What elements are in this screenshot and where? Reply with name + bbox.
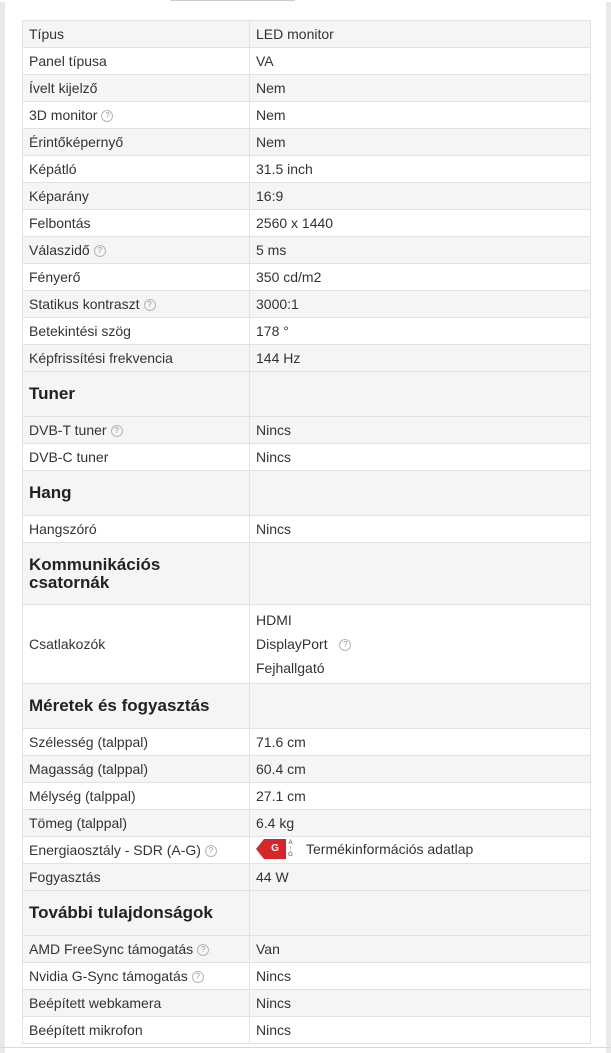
spec-key-cell [23, 963, 250, 990]
spec-key: Beépített mikrofon [23, 1017, 250, 1044]
spec-key: Nvidia G-Sync támogatás [29, 968, 188, 984]
spec-row [23, 963, 591, 990]
spec-key: Panel típusa [23, 48, 250, 75]
spec-key: Mélység (talppal) [23, 783, 250, 810]
spec-key: Tömeg (talppal) [23, 810, 250, 837]
spec-key: AMD FreeSync támogatás [29, 941, 194, 957]
spec-value: Nincs [250, 963, 591, 990]
section-empty-cell [250, 471, 591, 516]
spec-key: Fényerő [23, 264, 250, 291]
tab-underline [170, 0, 295, 1]
spec-value: Nem [250, 129, 591, 156]
spec-row [23, 264, 591, 291]
section-empty-cell [250, 372, 591, 417]
spec-key: Képarány [23, 183, 250, 210]
section-title-cell [23, 543, 250, 605]
spec-value: Nincs [250, 444, 591, 471]
energy-label [256, 839, 473, 859]
spec-value: Nem [250, 75, 591, 102]
spec-key: Beépített webkamera [23, 990, 250, 1017]
section-title: Hang [23, 471, 250, 516]
spec-row [23, 1017, 591, 1044]
spec-row [23, 318, 591, 345]
spec-key: Csatlakozók [23, 605, 250, 684]
spec-key: Fogyasztás [23, 864, 250, 891]
energy-class-badge[interactable] [256, 839, 294, 859]
spec-key-cell [23, 936, 250, 963]
spec-key: DVB-T tuner [29, 422, 107, 438]
section-title: Tuner [23, 372, 250, 417]
section-header-row [23, 891, 591, 936]
connector-item: HDMI [256, 612, 292, 628]
spec-value: 60.4 cm [250, 756, 591, 783]
spec-key: Típus [23, 21, 250, 48]
section-header-row [23, 471, 591, 516]
spec-value: Nincs [250, 990, 591, 1017]
spec-row [23, 48, 591, 75]
spec-key: Válaszidő [29, 242, 90, 258]
spec-value: Van [250, 936, 591, 963]
help-icon[interactable]: ? [144, 299, 156, 311]
energy-arrow-icon [256, 839, 264, 859]
spec-key: Energiaosztály - SDR (A-G) [29, 842, 201, 858]
product-info-link[interactable]: Termékinformációs adatlap [306, 840, 474, 857]
spec-value: 3000:1 [250, 291, 591, 318]
spec-value: Nincs [250, 516, 591, 543]
spec-value: 16:9 [250, 183, 591, 210]
spec-key: Szélesség (talppal) [23, 729, 250, 756]
help-icon[interactable]: ? [94, 245, 106, 257]
spec-row [23, 102, 591, 129]
spec-row [23, 129, 591, 156]
energy-class-letter: G [264, 839, 286, 859]
spec-row [23, 810, 591, 837]
spec-row [23, 21, 591, 48]
connector-item: Fejhallgató [256, 660, 325, 676]
spec-row [23, 183, 591, 210]
spec-value: Nem [250, 102, 591, 129]
section-title-line: Kommunikációs [29, 554, 161, 574]
spec-value: 5 ms [250, 237, 591, 264]
help-icon[interactable]: ? [111, 425, 123, 437]
spec-value: VA [250, 48, 591, 75]
energy-scale-bottom: G [288, 851, 293, 858]
help-icon[interactable]: ? [192, 971, 204, 983]
connector-item: DisplayPort [256, 636, 328, 652]
spec-key: Érintőképernyő [23, 129, 250, 156]
energy-scale-top: A [288, 839, 293, 846]
spec-key-cell [23, 291, 250, 318]
section-header-row [23, 543, 591, 605]
section-title: További tulajdonságok [23, 891, 250, 936]
spec-row [23, 291, 591, 318]
spec-key: DVB-C tuner [23, 444, 250, 471]
spec-key-cell [23, 102, 250, 129]
left-page-edge [0, 0, 5, 1053]
spec-value: 178 ° [250, 318, 591, 345]
spec-key-cell [23, 417, 250, 444]
spec-row [23, 444, 591, 471]
right-page-edge [606, 0, 611, 1053]
spec-row [23, 156, 591, 183]
spec-value-list [250, 605, 591, 684]
spec-key-cell [23, 837, 250, 864]
spec-table [22, 20, 591, 1044]
spec-row [23, 75, 591, 102]
energy-value-cell [250, 837, 591, 864]
spec-row [23, 864, 591, 891]
section-title: Méretek és fogyasztás [23, 684, 250, 729]
spec-row [23, 936, 591, 963]
spec-row [23, 237, 591, 264]
spec-value: 27.1 cm [250, 783, 591, 810]
spec-row [23, 756, 591, 783]
section-empty-cell [250, 543, 591, 605]
section-empty-cell [250, 684, 591, 729]
connector-item-row [256, 632, 584, 656]
spec-value: 31.5 inch [250, 156, 591, 183]
spec-row [23, 605, 591, 684]
help-icon[interactable]: ? [101, 110, 113, 122]
spec-row [23, 783, 591, 810]
section-title-line: csatornák [29, 572, 110, 592]
section-header-row [23, 684, 591, 729]
energy-scale: A ↑ G [288, 839, 293, 858]
spec-row [23, 729, 591, 756]
top-tab-strip [0, 0, 611, 2]
spec-value: LED monitor [250, 21, 591, 48]
spec-value: 2560 x 1440 [250, 210, 591, 237]
bottom-divider [0, 1047, 611, 1048]
spec-key: Statikus kontraszt [29, 296, 140, 312]
spec-key: 3D monitor [29, 107, 98, 123]
spec-row [23, 990, 591, 1017]
spec-row [23, 837, 591, 864]
section-empty-cell [250, 891, 591, 936]
spec-row [23, 210, 591, 237]
spec-key: Képfrissítési frekvencia [23, 345, 250, 372]
spec-value: Nincs [250, 417, 591, 444]
spec-key: Magasság (talppal) [23, 756, 250, 783]
help-icon[interactable]: ? [205, 845, 217, 857]
spec-row [23, 417, 591, 444]
spec-key: Hangszóró [23, 516, 250, 543]
spec-key: Képátló [23, 156, 250, 183]
help-icon[interactable]: ? [339, 639, 351, 651]
spec-value: 6.4 kg [250, 810, 591, 837]
spec-row [23, 345, 591, 372]
spec-key: Betekintési szög [23, 318, 250, 345]
spec-key: Ívelt kijelző [23, 75, 250, 102]
help-icon[interactable]: ? [197, 944, 209, 956]
spec-value: Nincs [250, 1017, 591, 1044]
spec-value: 44 W [250, 864, 591, 891]
spec-value: 144 Hz [250, 345, 591, 372]
spec-row [23, 516, 591, 543]
spec-value: 71.6 cm [250, 729, 591, 756]
spec-value: 350 cd/m2 [250, 264, 591, 291]
spec-key-cell [23, 237, 250, 264]
spec-key: Felbontás [23, 210, 250, 237]
section-header-row [23, 372, 591, 417]
